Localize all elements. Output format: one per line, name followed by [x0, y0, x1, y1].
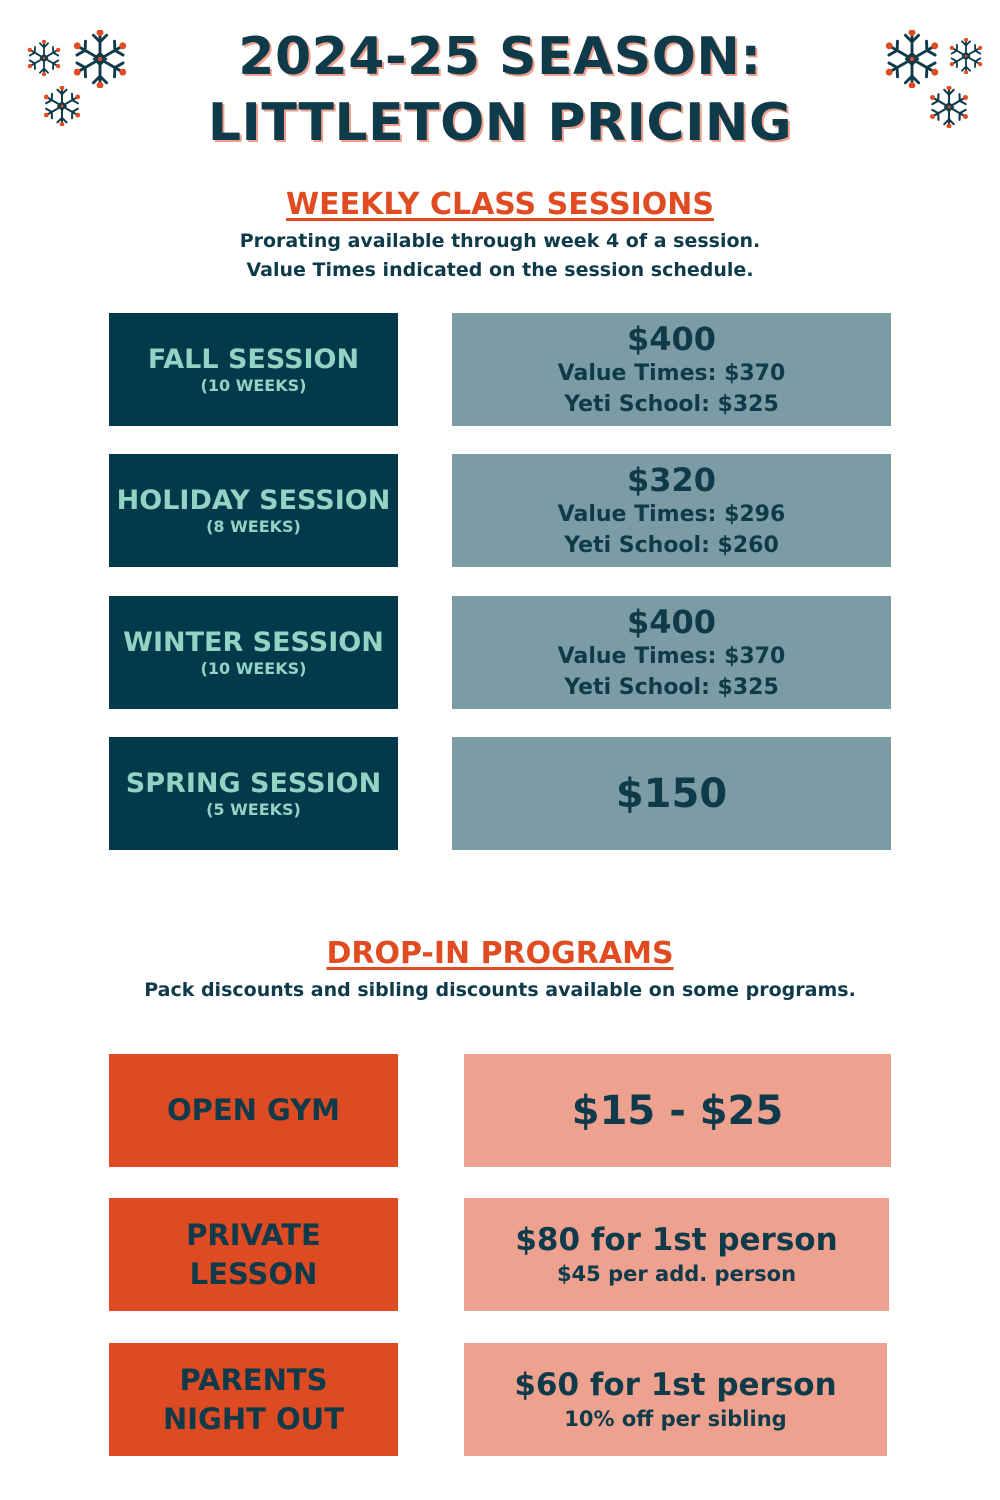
session-weeks: (10 WEEKS): [200, 375, 307, 395]
session-name: FALL SESSION: [147, 343, 360, 375]
program-price-main: $15 - $25: [571, 1087, 784, 1134]
program-name-line-2: NIGHT OUT: [163, 1401, 344, 1436]
weekly-note-line-1: Prorating available through week 4 of a session.: [239, 230, 761, 252]
weekly-sessions-note: [0, 227, 1000, 285]
session-price-main: $400: [626, 602, 717, 641]
program-price-sub: 10% off per sibling: [564, 1406, 787, 1431]
session-price-value-times: Value Times: $370: [557, 360, 786, 386]
program-name-line-2: LESSON: [189, 1256, 318, 1291]
session-price-fall: [452, 313, 891, 426]
session-price-main: $400: [626, 319, 717, 358]
session-price-winter: [452, 596, 891, 709]
program-name-line-1: OPEN GYM: [166, 1093, 341, 1127]
program-name-line-1: PRIVATE: [186, 1217, 321, 1252]
program-price-main: $60 for 1st person: [514, 1366, 837, 1403]
program-price-private-lesson: [464, 1198, 889, 1311]
page-title: [0, 24, 1000, 156]
session-name: WINTER SESSION: [123, 626, 384, 658]
program-name-line-1: PARENTS: [179, 1362, 328, 1397]
session-price-value-times: Value Times: $370: [557, 643, 786, 669]
weekly-sessions-heading-text: WEEKLY CLASS SESSIONS: [286, 187, 714, 222]
weekly-note-line-2: Value Times indicated on the session schedule.: [246, 259, 754, 281]
program-price-main: $80 for 1st person: [515, 1221, 838, 1258]
program-label-private-lesson: [109, 1198, 398, 1311]
program-label-parents-night-out: [109, 1343, 398, 1456]
dropin-programs-note: [0, 976, 1000, 1005]
session-weeks: (10 WEEKS): [200, 658, 307, 678]
session-label-winter: [109, 596, 398, 709]
dropin-programs-heading: [0, 936, 1000, 972]
session-price-main: $150: [615, 770, 728, 817]
session-price-yeti-school: Yeti School: $260: [564, 532, 779, 558]
session-weeks: (5 WEEKS): [206, 799, 301, 819]
program-price-parents-night-out: [464, 1343, 887, 1456]
session-price-holiday: [452, 454, 891, 567]
program-label-open-gym: [109, 1054, 398, 1167]
weekly-sessions-heading: [0, 187, 1000, 223]
program-price-open-gym: [464, 1054, 891, 1167]
session-price-yeti-school: Yeti School: $325: [564, 674, 779, 700]
title-line-1: 2024-25 SEASON:: [238, 27, 762, 87]
title-line-2: LITTLETON PRICING: [207, 93, 793, 153]
session-name: HOLIDAY SESSION: [116, 484, 391, 516]
session-label-fall: [109, 313, 398, 426]
dropin-programs-heading-text: DROP-IN PROGRAMS: [326, 936, 674, 971]
session-label-holiday: [109, 454, 398, 567]
session-price-value-times: Value Times: $296: [557, 501, 786, 527]
session-label-spring: [109, 737, 398, 850]
session-name: SPRING SESSION: [125, 767, 382, 799]
session-weeks: (8 WEEKS): [206, 516, 301, 536]
session-price-main: $320: [626, 460, 717, 499]
session-price-spring: [452, 737, 891, 850]
dropin-note-line: Pack discounts and sibling discounts available on some programs.: [144, 979, 856, 1001]
session-price-yeti-school: Yeti School: $325: [564, 391, 779, 417]
program-price-sub: $45 per add. person: [556, 1261, 797, 1286]
